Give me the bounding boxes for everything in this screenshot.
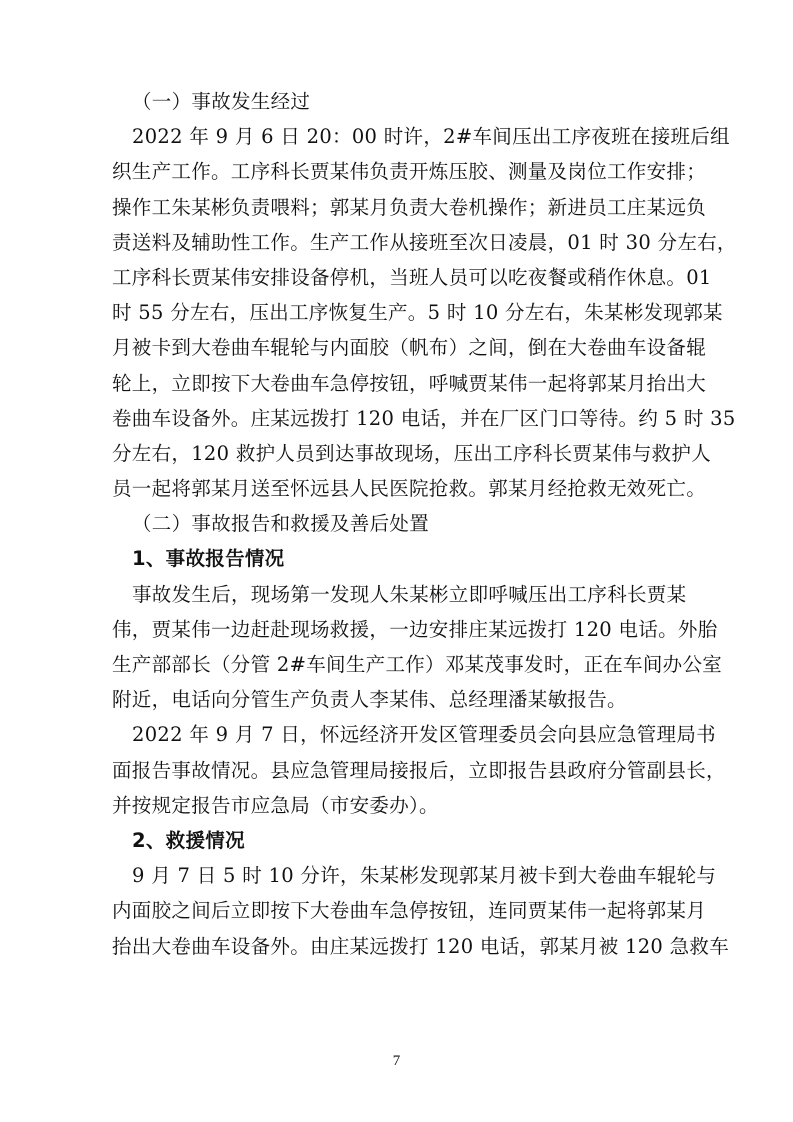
text-line: 织生产工作。工序科长贾某伟负责开炼压胶、测量及岗位工作安排； xyxy=(112,160,707,184)
text-line: 轮上，立即按下大卷曲车急停按钮，呼喊贾某伟一起将郭某月抬出大 xyxy=(112,371,707,395)
text-line: 2022 年 9 月 6 日 20：00 时许，2#车间压出工序夜班在接班后组 xyxy=(132,125,730,149)
text-line: 时 55 分左右，压出工序恢复生产。5 时 10 分左右，朱某彬发现郭某 xyxy=(112,301,723,325)
text-line: 责送料及辅助性工作。生产工作从接班至次日凌晨，01 时 30 分左右， xyxy=(112,230,737,254)
paragraph-report-1 xyxy=(112,577,723,718)
document-body xyxy=(112,84,737,964)
paragraph-report-2 xyxy=(112,717,726,823)
text-line: 卷曲车设备外。庄某远拨打 120 电话，并在厂区门口等待。约 5 时 35 xyxy=(112,406,736,430)
text-line: 生产部部长（分管 2#车间生产工作）邓某茂事发时，正在车间办公室 xyxy=(112,653,723,676)
subsection-title-rescue: 2、救援情况 xyxy=(132,828,245,852)
paragraph-incident-process xyxy=(112,119,737,506)
text-line: 附近，电话向分管生产负责人李某伟、总经理潘某敏报告。 xyxy=(112,688,627,712)
text-line: 操作工朱某彬负责喂料；郭某月负责大卷机操作；新进员工庄某远负 xyxy=(112,195,707,219)
paragraph-rescue xyxy=(112,858,730,964)
text-line: 9 月 7 日 5 时 10 分许，朱某彬发现郭某月被卡到大卷曲车辊轮与 xyxy=(132,864,717,888)
text-line: 并按规定报告市应急局（市安委办）。 xyxy=(112,793,439,817)
text-line: 分左右，120 救护人员到达事故现场，压出工序科长贾某伟与救护人 xyxy=(112,441,712,465)
text-line: 内面胶之间后立即按下大卷曲车急停按钮，连同贾某伟一起将郭某月 xyxy=(112,899,707,923)
text-line: 事故发生后，现场第一发现人朱某彬立即呼喊压出工序科长贾某 xyxy=(132,582,687,606)
text-line: 抬出大卷曲车设备外。由庄某远拨打 120 电话，郭某月被 120 急救车 xyxy=(112,934,730,958)
section-title-incident-process: （一）事故发生经过 xyxy=(132,90,311,113)
page-number: 7 xyxy=(392,1053,401,1069)
text-line: 员一起将郭某月送至怀远县人民医院抢救。郭某月经抢救无效死亡。 xyxy=(112,477,707,501)
text-line: 伟，贾某伟一边赶赴现场救援，一边安排庄某远拨打 120 电话。外胎 xyxy=(112,617,718,641)
text-line: 2022 年 9 月 7 日，怀远经济开发区管理委员会向县应急管理局书 xyxy=(132,723,716,747)
section-title-report-rescue: （二）事故报告和救援及善后处置 xyxy=(132,512,430,536)
subsection-title-report: 1、事故报告情况 xyxy=(132,547,285,571)
text-line: 面报告事故情况。县应急管理局接报后，立即报告县政府分管副县长， xyxy=(112,758,726,782)
text-line: 月被卡到大卷曲车辊轮与内面胶（帆布）之间，倒在大卷曲车设备辊 xyxy=(112,336,707,360)
text-line: 工序科长贾某伟安排设备停机，当班人员可以吃夜餐或稍作休息。01 xyxy=(112,265,712,289)
